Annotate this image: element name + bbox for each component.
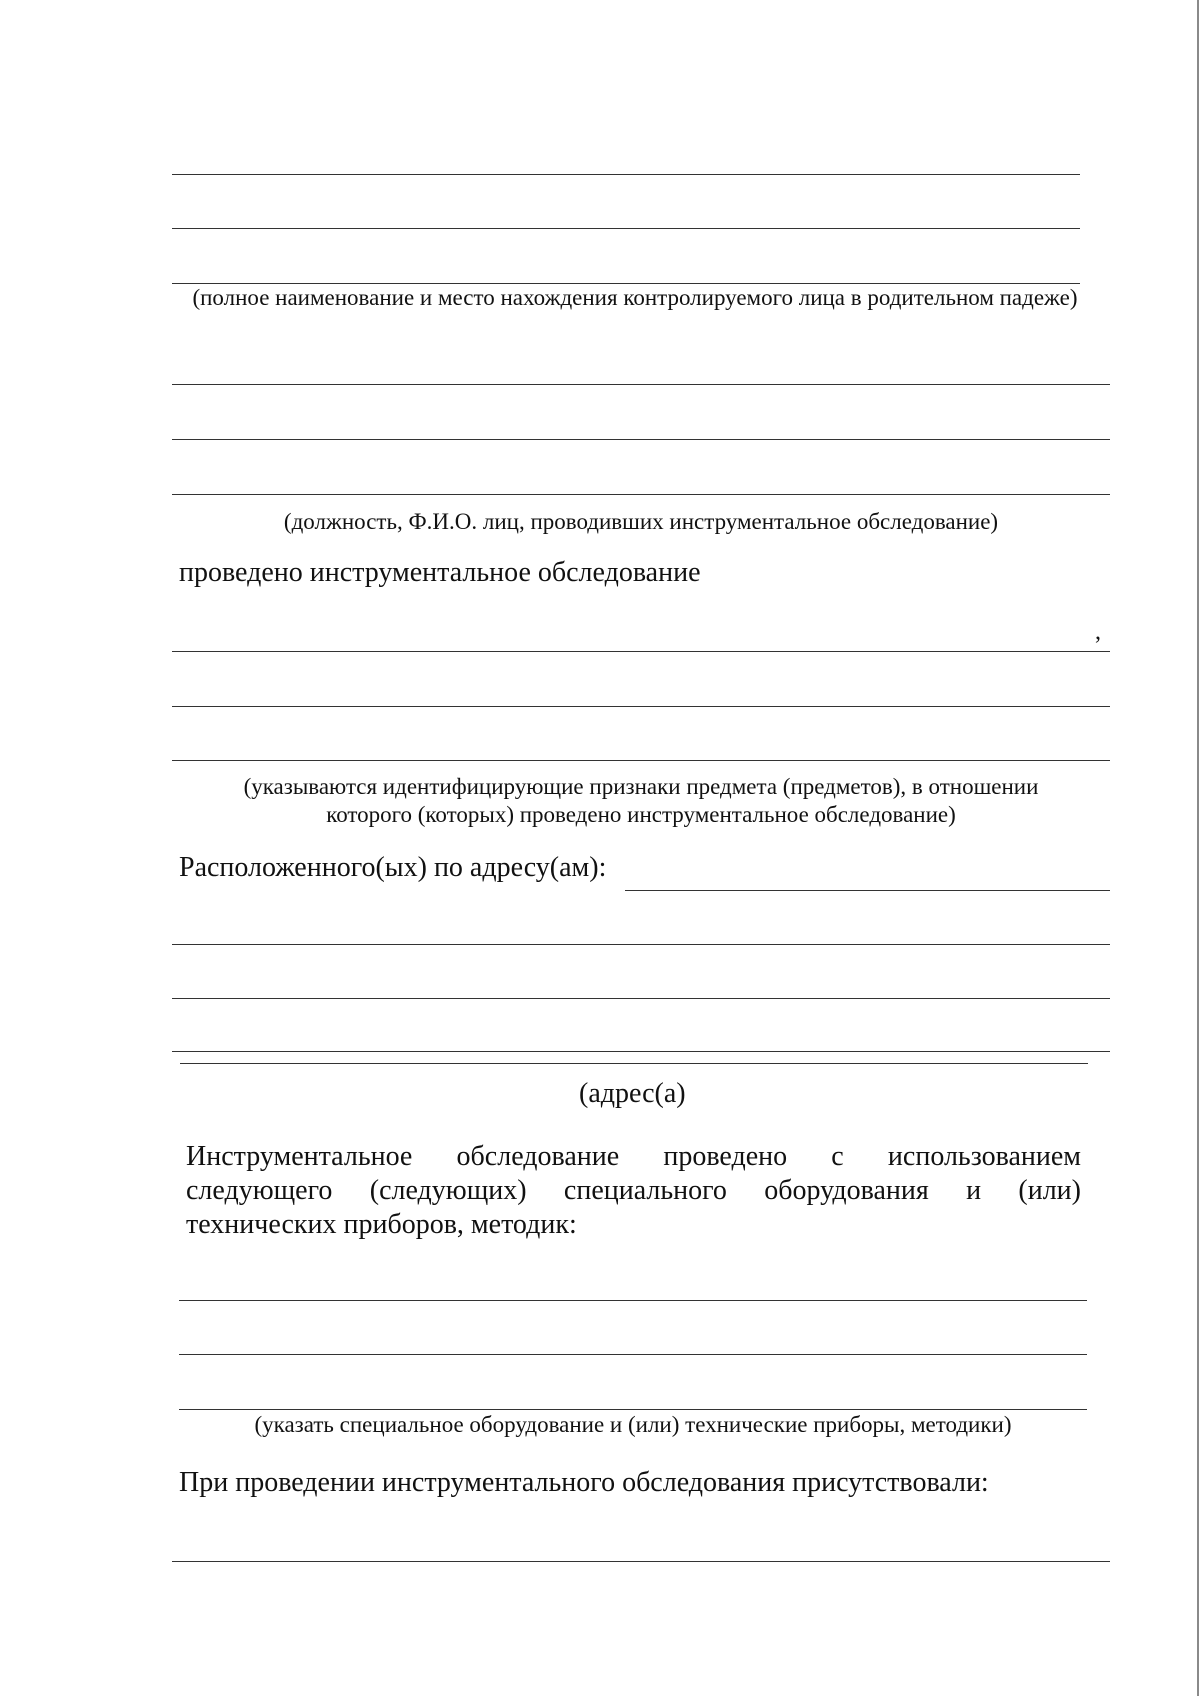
address-field-line-5	[180, 1063, 1088, 1064]
equipment-paragraph: Инструментальное обследование проведено с использованием следующего (следующих) специального оборудования и (или) технических приборов, методик:	[186, 1141, 1081, 1240]
located-label: Расположенного(ых) по адресу(ам):	[179, 852, 607, 883]
equipment-caption: (указать специальное оборудование и (или) технические приборы, методики)	[254, 1412, 1012, 1437]
equipment-field-line-1[interactable]	[179, 1300, 1087, 1301]
persons-field-line-2[interactable]	[172, 439, 1110, 440]
address-field-line-4[interactable]	[172, 1051, 1110, 1052]
address-field-line-1[interactable]	[625, 890, 1110, 891]
comma-mark: ,	[1095, 619, 1101, 645]
subject-caption-line-1: (указываются идентифицирующие признаки предмета (предметов), в отношении	[243, 774, 1039, 799]
subject-field-line-3[interactable]	[172, 760, 1110, 761]
equipment-field-line-3[interactable]	[179, 1409, 1087, 1410]
page-edge	[1197, 0, 1199, 1696]
entity-field-line-1[interactable]	[172, 174, 1080, 175]
entity-caption: (полное наименование и место нахождения контролируемого лица в родительном падеже)	[192, 285, 1078, 310]
subject-field-line-2[interactable]	[172, 706, 1110, 707]
persons-field-line-3[interactable]	[172, 494, 1110, 495]
address-field-line-3[interactable]	[172, 998, 1110, 999]
address-caption: (адрес(а)	[579, 1078, 686, 1109]
subject-caption-line-2: которого (которых) проведено инструментальное обследование)	[326, 802, 956, 827]
conducted-label: проведено инструментальное обследование	[179, 557, 701, 588]
subject-field-line-1[interactable]	[172, 651, 1110, 652]
persons-caption: (должность, Ф.И.О. лиц, проводивших инструментальное обследование)	[283, 509, 999, 534]
equipment-field-line-2[interactable]	[179, 1354, 1087, 1355]
entity-field-line-2[interactable]	[172, 228, 1080, 229]
present-label: При проведении инструментального обследования присутствовали:	[179, 1467, 989, 1498]
address-field-line-2[interactable]	[172, 944, 1110, 945]
persons-field-line-1[interactable]	[172, 384, 1110, 385]
present-field-line-1[interactable]	[172, 1561, 1110, 1562]
